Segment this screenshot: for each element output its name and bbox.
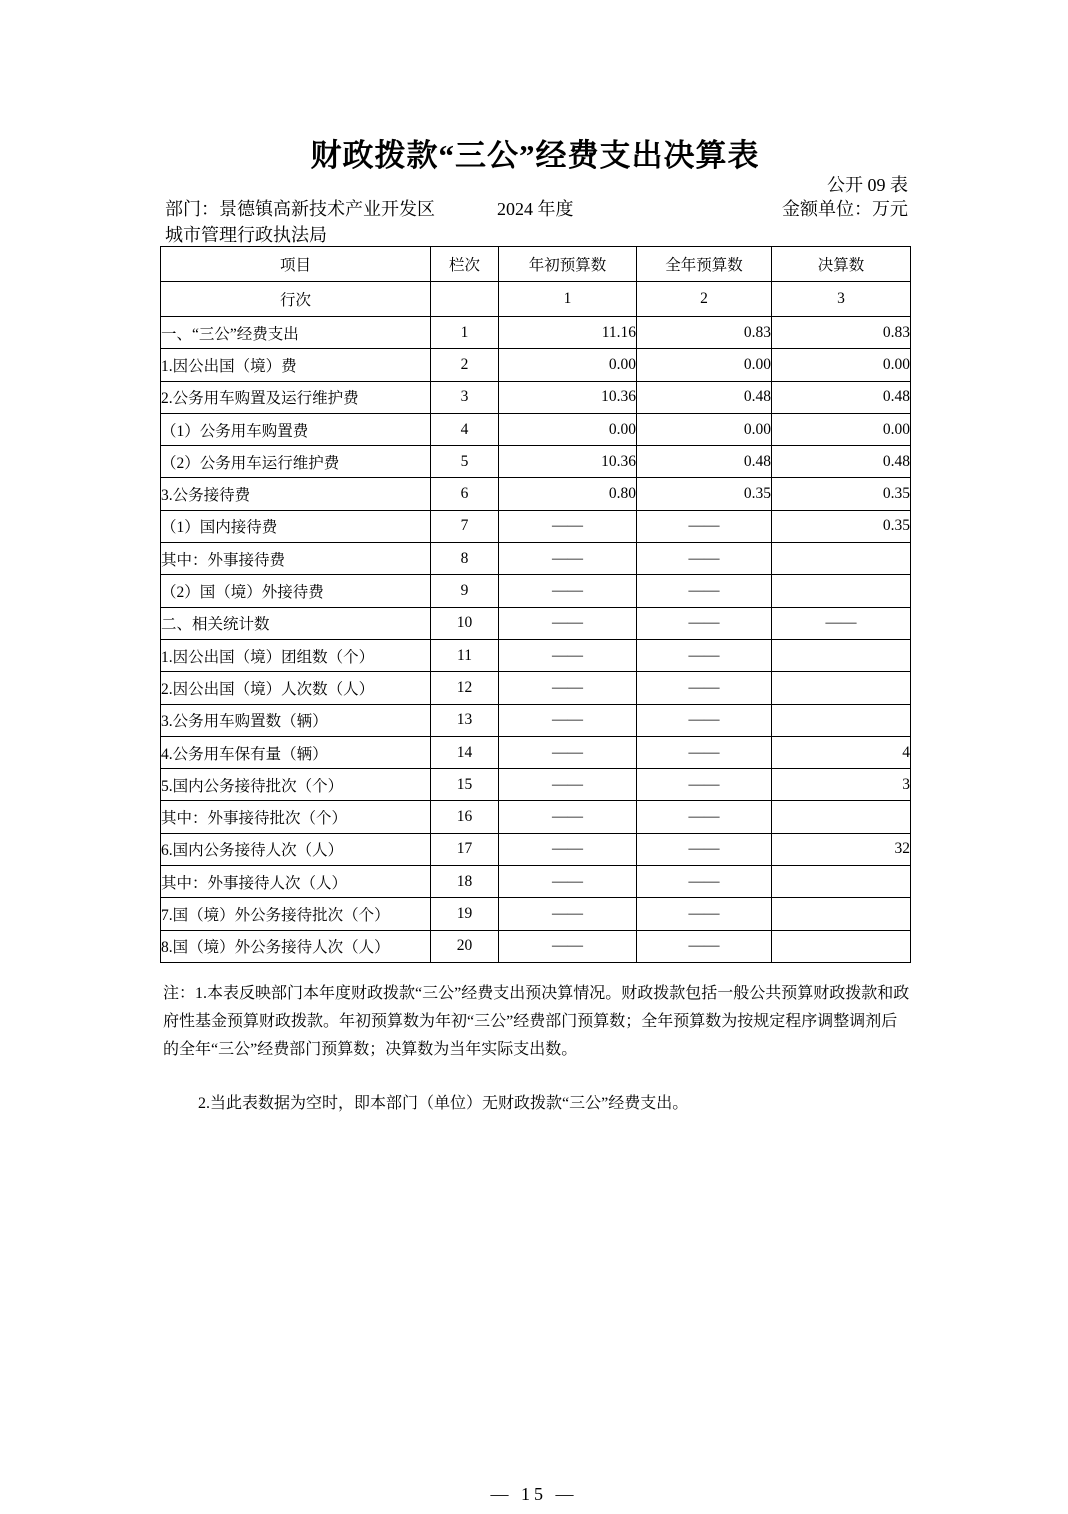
- notes-block: [163, 980, 910, 1118]
- line-number-cell: 3: [431, 381, 499, 413]
- line-number-cell: 15: [431, 769, 499, 801]
- value-cell: [772, 801, 911, 833]
- value-cell: 0.00: [637, 413, 772, 445]
- value-cell: ——: [499, 866, 637, 898]
- value-cell: ——: [499, 639, 637, 671]
- note-1: 注：1.本表反映部门本年度财政拨款“三公”经费支出预决算情况。财政拨款包括一般公共预算财政拨款和政府性基金预算财政拨款。年初预算数为年初“三公”经费部门预算数；全年预算数为按规定程序调整调剂后的全年“三公”经费部门预算数；决算数为当年实际支出数。: [163, 985, 910, 1058]
- meta-row: [165, 196, 908, 248]
- line-number-cell: 18: [431, 866, 499, 898]
- department-line1: 部门：景德镇高新技术产业开发区: [165, 199, 435, 219]
- department-line2: 城市管理行政执法局: [165, 225, 327, 245]
- table-row: [161, 833, 911, 865]
- page-number: — 15 —: [490, 1484, 578, 1504]
- form-code-label: 公开 09 表: [827, 175, 908, 195]
- row-index-header-blank: [431, 282, 499, 317]
- table-row: [161, 317, 911, 349]
- table-row: [161, 704, 911, 736]
- value-cell: ——: [637, 866, 772, 898]
- table-row: [161, 736, 911, 768]
- item-cell: （1）公务用车购置费: [161, 413, 431, 445]
- table-row: [161, 639, 911, 671]
- item-cell: 2.公务用车购置及运行维护费: [161, 381, 431, 413]
- value-cell: 0.00: [637, 349, 772, 381]
- value-cell: [772, 898, 911, 930]
- row-index-header-label: 行次: [161, 282, 431, 317]
- value-cell: [772, 672, 911, 704]
- value-cell: ——: [637, 543, 772, 575]
- column-header-row: [161, 247, 911, 282]
- item-cell: 6.国内公务接待人次（人）: [161, 833, 431, 865]
- value-cell: ——: [499, 510, 637, 542]
- value-cell: 0.48: [772, 381, 911, 413]
- fiscal-year-label: 2024 年度: [497, 199, 574, 219]
- value-cell: [772, 543, 911, 575]
- column-header: 项目: [161, 247, 431, 282]
- line-number-cell: 10: [431, 607, 499, 639]
- value-cell: ——: [637, 510, 772, 542]
- value-cell: 0.00: [499, 413, 637, 445]
- table-row: [161, 543, 911, 575]
- value-cell: 32: [772, 833, 911, 865]
- value-cell: 4: [772, 736, 911, 768]
- value-cell: 3: [772, 769, 911, 801]
- row-index-header-col: 2: [637, 282, 772, 317]
- line-number-cell: 13: [431, 704, 499, 736]
- value-cell: ——: [637, 639, 772, 671]
- item-cell: 一、“三公”经费支出: [161, 317, 431, 349]
- amount-unit-label: 金额单位：万元: [782, 199, 908, 219]
- column-header: 栏次: [431, 247, 499, 282]
- value-cell: ——: [499, 801, 637, 833]
- item-cell: 7.国（境）外公务接待批次（个）: [161, 898, 431, 930]
- line-number-cell: 1: [431, 317, 499, 349]
- table-header: [161, 247, 911, 317]
- value-cell: ——: [637, 607, 772, 639]
- table-row: [161, 575, 911, 607]
- line-number-cell: 4: [431, 413, 499, 445]
- line-number-cell: 20: [431, 930, 499, 962]
- value-cell: ——: [499, 898, 637, 930]
- value-cell: ——: [499, 672, 637, 704]
- item-cell: （2）国（境）外接待费: [161, 575, 431, 607]
- line-number-cell: 9: [431, 575, 499, 607]
- line-number-cell: 17: [431, 833, 499, 865]
- value-cell: [772, 575, 911, 607]
- value-cell: ——: [637, 575, 772, 607]
- value-cell: ——: [772, 607, 911, 639]
- line-number-cell: 7: [431, 510, 499, 542]
- value-cell: 0.48: [772, 446, 911, 478]
- value-cell: ——: [637, 898, 772, 930]
- line-number-cell: 14: [431, 736, 499, 768]
- value-cell: ——: [499, 736, 637, 768]
- table-row: [161, 478, 911, 510]
- item-cell: 5.国内公务接待批次（个）: [161, 769, 431, 801]
- column-header: 决算数: [772, 247, 911, 282]
- item-cell: 8.国（境）外公务接待人次（人）: [161, 930, 431, 962]
- item-cell: 其中：外事接待批次（个）: [161, 801, 431, 833]
- table-row: [161, 930, 911, 962]
- value-cell: 0.48: [637, 446, 772, 478]
- item-cell: 其中：外事接待人次（人）: [161, 866, 431, 898]
- item-cell: （1）国内接待费: [161, 510, 431, 542]
- value-cell: 0.00: [499, 349, 637, 381]
- line-number-cell: 8: [431, 543, 499, 575]
- value-cell: 10.36: [499, 381, 637, 413]
- value-cell: [772, 930, 911, 962]
- page-title: 财政拨款“三公”经费支出决算表: [310, 138, 760, 173]
- line-number-cell: 6: [431, 478, 499, 510]
- item-cell: 3.公务用车购置数（辆）: [161, 704, 431, 736]
- value-cell: 0.83: [772, 317, 911, 349]
- table-row: [161, 769, 911, 801]
- table-row: [161, 672, 911, 704]
- column-header: 年初预算数: [499, 247, 637, 282]
- column-header: 全年预算数: [637, 247, 772, 282]
- row-index-header-col: 3: [772, 282, 911, 317]
- line-number-cell: 19: [431, 898, 499, 930]
- item-cell: 3.公务接待费: [161, 478, 431, 510]
- value-cell: ——: [637, 930, 772, 962]
- item-cell: 1.因公出国（境）团组数（个）: [161, 639, 431, 671]
- value-cell: 0.00: [772, 413, 911, 445]
- value-cell: 0.35: [772, 478, 911, 510]
- table-row: [161, 510, 911, 542]
- value-cell: 0.35: [772, 510, 911, 542]
- value-cell: ——: [637, 769, 772, 801]
- item-cell: 二、相关统计数: [161, 607, 431, 639]
- value-cell: [772, 639, 911, 671]
- note-2: 2.当此表数据为空时，即本部门（单位）无财政拨款“三公”经费支出。: [198, 1095, 689, 1112]
- item-cell: 1.因公出国（境）费: [161, 349, 431, 381]
- table-body: [161, 317, 911, 963]
- value-cell: ——: [499, 704, 637, 736]
- table-row: [161, 446, 911, 478]
- value-cell: ——: [637, 833, 772, 865]
- value-cell: ——: [637, 704, 772, 736]
- value-cell: ——: [637, 736, 772, 768]
- table-row: [161, 898, 911, 930]
- line-number-cell: 11: [431, 639, 499, 671]
- table-row: [161, 866, 911, 898]
- table-row: [161, 381, 911, 413]
- item-cell: 2.因公出国（境）人次数（人）: [161, 672, 431, 704]
- item-cell: 4.公务用车保有量（辆）: [161, 736, 431, 768]
- value-cell: ——: [499, 607, 637, 639]
- value-cell: 11.16: [499, 317, 637, 349]
- three-public-expense-table: [160, 246, 911, 963]
- value-cell: ——: [637, 672, 772, 704]
- line-number-cell: 2: [431, 349, 499, 381]
- item-cell: 其中：外事接待费: [161, 543, 431, 575]
- value-cell: [772, 704, 911, 736]
- line-number-cell: 5: [431, 446, 499, 478]
- value-cell: 0.48: [637, 381, 772, 413]
- line-number-cell: 16: [431, 801, 499, 833]
- value-cell: ——: [637, 801, 772, 833]
- table-row: [161, 607, 911, 639]
- row-index-header-col: 1: [499, 282, 637, 317]
- value-cell: ——: [499, 769, 637, 801]
- line-number-cell: 12: [431, 672, 499, 704]
- value-cell: ——: [499, 543, 637, 575]
- value-cell: 0.00: [772, 349, 911, 381]
- value-cell: ——: [499, 575, 637, 607]
- value-cell: 0.80: [499, 478, 637, 510]
- item-cell: （2）公务用车运行维护费: [161, 446, 431, 478]
- value-cell: 0.35: [637, 478, 772, 510]
- value-cell: [772, 866, 911, 898]
- value-cell: 0.83: [637, 317, 772, 349]
- row-index-header-row: [161, 282, 911, 317]
- value-cell: 10.36: [499, 446, 637, 478]
- value-cell: ——: [499, 930, 637, 962]
- table-row: [161, 349, 911, 381]
- table-row: [161, 801, 911, 833]
- value-cell: ——: [499, 833, 637, 865]
- table-row: [161, 413, 911, 445]
